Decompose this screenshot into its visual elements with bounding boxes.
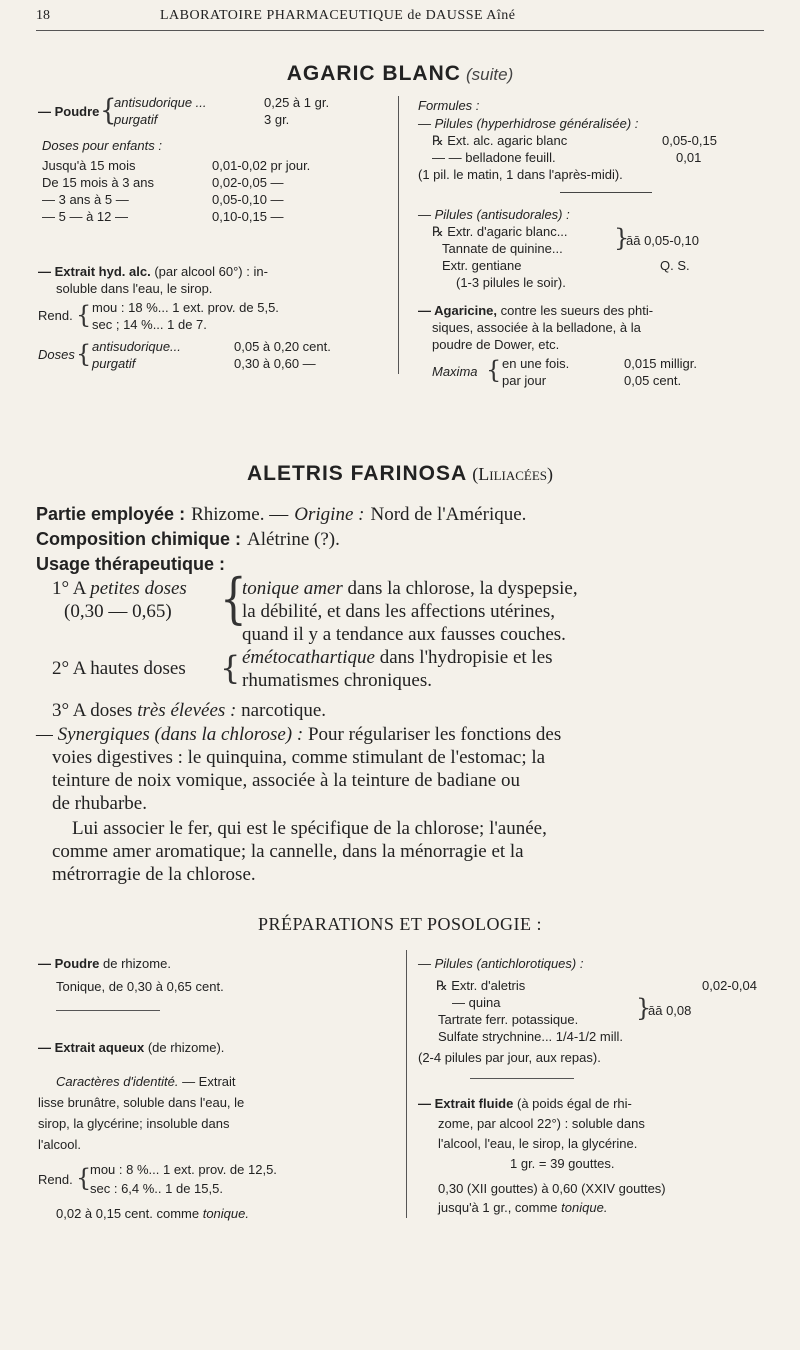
enfants-row [42,192,284,208]
u1-brace: { [220,566,247,631]
u1-l1-it: tonique amer [242,578,343,599]
partie-text: Rhizome. — [191,504,289,525]
prep-car-l4: l'alcool. [38,1137,81,1152]
pilules1-line [432,150,701,166]
poudre-label: — Poudre [38,104,100,119]
agaricine-text2: siques, associée à la belladone, à la [432,320,641,335]
prep-extrait-line [38,1040,224,1056]
u1-l3: quand il y a tendance aux fausses couches. [242,624,566,645]
syn-l7: métrorragie de la chlorose. [52,864,256,885]
agaricine-line [418,303,653,319]
prep-poudre-text: de rhizome. [103,956,171,971]
poudre-antisud-dose: 0,25 à 1 gr. [264,95,330,110]
poudre-antisud-row [114,95,329,111]
prep-rend-brace: { [76,1164,92,1192]
pilules2-line: Tannate de quinine... [442,241,563,256]
maxima-row [502,356,697,372]
partie-label: Partie employée : [36,504,186,524]
prep-pilules-line [436,978,757,994]
aletris-heading [0,462,800,486]
enfants-dose: 0,02-0,05 — [212,175,284,190]
aletris-title: ALETRIS FARINOSA [246,462,468,485]
prep-pilules-line: Sulfate strychnine... 1/4-1/2 mill. [438,1029,623,1044]
rend-brace: { [76,301,92,329]
prep-car-l3: sirop, la glycérine; insoluble dans [38,1116,230,1131]
separator-rule [560,192,652,193]
u3-line [52,699,326,723]
prep-separator-left [56,1010,160,1011]
u1-l1 [242,577,578,601]
prep-rend-label: Rend. [38,1172,73,1187]
extrait-label: — Extrait hyd. alc. [38,264,151,279]
pilules2-brace: } [614,224,630,252]
enfants-age: Jusqu'à 15 mois [42,158,136,173]
poudre-purg-row [114,112,289,128]
prep-pilules-ingredient: ℞ Extr. d'aletris [436,978,526,993]
rend-sec: sec ; 14 %... 1 de 7. [92,317,207,332]
partie-line [36,502,526,527]
poudre-line [38,104,99,120]
pilules1-ingredient: — — belladone feuill. [432,150,556,165]
prep-fluide-l6-it: tonique. [561,1200,608,1215]
syn-l0 [36,723,561,747]
doses-antisud-val: 0,05 à 0,20 cent. [234,339,331,354]
syn-l4: de rhubarbe. [52,793,147,814]
prep-fluide-line [418,1096,632,1112]
prep-pilules-line: — quina [452,995,501,1010]
syn-l1: Pour régulariser les fonctions des [307,724,562,745]
syn-l5: Lui associer le fer, qui est le spécifique de la chlorose; l'aunée, [72,818,547,839]
pilules1-title: — Pilules (hyperhidrose généralisée) : [418,116,639,131]
doses-purg: purgatif [92,356,136,371]
u2-left: 2° A hautes doses [52,658,186,679]
prep-fluide-l5: 0,30 (XII gouttes) à 0,60 (XXIV gouttes) [438,1181,666,1196]
pilules1-note: (1 pil. le matin, 1 dans l'après-midi). [418,167,623,182]
u1-l1-text: dans la chlorose, la dyspepsie, [347,578,578,599]
prep-fluide-l6 [438,1200,607,1216]
prep-fluide-l2: zome, par alcool 22°) : soluble dans [438,1116,645,1131]
prep-dose-a: 0,02 à 0,15 cent. comme [56,1206,200,1221]
pilules2-line: ℞ Extr. d'agaric blanc... [432,224,568,239]
maxima-l2-val: 0,05 cent. [624,373,682,388]
doses-antisud-row [92,339,331,355]
doses-antisud: antisudorique... [92,339,181,354]
formules-label: Formules : [418,98,480,113]
prep-dose-line [56,1206,249,1222]
prep-fluide-l3: l'alcool, l'eau, le sirop, la glycérine. [438,1136,638,1151]
agaric-title: AGARIC BLANC [286,62,461,85]
prep-title: PRÉPARATIONS ET POSOLOGIE : [257,914,543,934]
poudre-brace: { [100,94,117,128]
origine-label: Origine : [294,504,365,525]
poudre-antisud: antisudorique ... [114,95,207,110]
agaricine-text3: poudre de Dower, etc. [432,337,560,352]
enfants-row [42,158,310,174]
prep-dose-it: tonique. [202,1206,249,1221]
u2-l1-it: émétocathartique [242,647,375,668]
extrait-text: (par alcool 60°) : in- [154,264,268,279]
pilules1-line [432,133,717,149]
maxima-brace: { [486,356,502,384]
composition-line [36,527,340,552]
agaric-suite: (suite) [466,65,514,84]
prep-fluide-l6a: jusqu'à 1 gr., comme [438,1200,558,1215]
u3-a: 3° A doses [52,700,133,721]
enfants-age: De 15 mois à 3 ans [42,175,155,190]
prep-extrait-text: (de rhizome). [147,1040,225,1055]
doses-purg-val: 0,30 à 0,60 — [234,356,316,371]
pilules1-ingredient: ℞ Ext. alc. agaric blanc [432,133,568,148]
prep-poudre-l2: Tonique, de 0,30 à 0,65 cent. [56,979,224,994]
extrait-line [38,264,268,280]
prep-pilules-line: Tartrate ferr. potassique. [438,1012,579,1027]
prep-car-l2: lisse brunâtre, soluble dans l'eau, le [38,1095,245,1110]
u3-it: très élevées : [137,700,237,721]
prep-poudre-line [38,956,171,972]
u2-l2: rhumatismes chroniques. [242,670,432,691]
poudre-purg-dose: 3 gr. [264,112,290,127]
pilules2-note: (1-3 pilules le soir). [456,275,566,290]
prep-rend-sec: sec : 6,4 %.. 1 de 15,5. [90,1181,223,1196]
header-rule [36,30,764,31]
u2-l1-text: dans l'hydropisie et les [379,647,553,668]
syn-it: — Synergiques (dans la chlorose) : [36,724,304,745]
maxima-l2: par jour [502,373,547,388]
running-title: LABORATOIRE PHARMACEUTIQUE de DAUSSE Aîné [160,8,516,23]
doses-purg-row [92,356,316,372]
composition-label: Composition chimique : [36,529,241,549]
enfants-age: — 3 ans à 5 — [42,192,129,207]
u1-l2: la débilité, et dans les affections utérines, [242,601,556,622]
prep-pilules-dose: 0,02-0,04 [702,978,757,993]
prep-car-it: Caractères d'identité. [56,1074,179,1089]
enfants-row [42,175,284,191]
prep-car-text: — Extrait [182,1074,236,1089]
doses-brace: { [76,340,92,368]
doses-label: Doses [38,347,75,362]
prep-fluide-label: — Extrait fluide [418,1096,514,1111]
prep-pilules-title: — Pilules (antichlorotiques) : [418,956,584,971]
enfants-row [42,209,284,225]
origine-text: Nord de l'Amérique. [370,504,527,525]
maxima-row [502,373,681,389]
rend-mou: mou : 18 %... 1 ext. prov. de 5,5. [92,300,279,315]
prep-pilules-note: (2-4 pilules par jour, aux repas). [418,1050,601,1065]
u1-left2: (0,30 — 0,65) [64,601,172,622]
u3-b: narcotique. [241,700,327,721]
u2-l1 [242,646,553,670]
extrait-text2: soluble dans l'eau, le sirop. [56,281,213,296]
prep-fluide-l4: 1 gr. = 39 gouttes. [510,1156,615,1171]
maxima-label: Maxima [432,364,478,379]
prep-poudre-label: — Poudre [38,956,100,971]
doses-enfants: Doses pour enfants : [42,138,162,153]
u1-left1: 1° A petites doses [52,578,187,599]
pilules1-dose: 0,01 [676,150,702,165]
maxima-l1-val: 0,015 milligr. [624,356,697,371]
syn-l3: teinture de noix vomique, associée à la teinture de badiane ou [52,770,520,791]
enfants-dose: 0,05-0,10 — [212,192,284,207]
prep-column-divider [406,950,407,1218]
column-divider [398,96,399,374]
u2-brace: { [220,649,241,687]
enfants-dose: 0,01-0,02 pr jour. [212,158,311,173]
usage-label: Usage thérapeutique : [36,554,226,574]
prep-car-line [56,1074,236,1090]
agaricine-label: — Agaricine, [418,303,497,318]
enfants-dose: 0,10-0,15 — [212,209,284,224]
pilules1-dose: 0,05-0,15 [662,133,717,148]
agaric-heading [0,62,800,86]
pilules2-title: — Pilules (antisudorales) : [418,207,570,222]
syn-l2: voies digestives : le quinquina, comme stimulant de l'estomac; la [52,747,546,768]
prep-separator-right [470,1078,574,1079]
agaricine-text: contre les sueurs des phti- [500,303,654,318]
pilules2-ingredient: Extr. gentiane [442,258,522,273]
poudre-purg: purgatif [114,112,158,127]
pilules2-line [442,258,690,274]
prep-extrait-label: — Extrait aqueux [38,1040,145,1055]
maxima-l1: en une fois. [502,356,570,371]
pilules2-dose: Q. S. [660,258,690,273]
prep-rend-mou: mou : 8 %... 1 ext. prov. de 12,5. [90,1162,277,1177]
rend-label: Rend. [38,308,73,323]
syn-l6: comme amer aromatique; la cannelle, dans la ménorragie et la [52,841,524,862]
pilules2-aa: āā 0,05-0,10 [626,233,700,248]
composition-text: Alétrine (?). [247,529,340,550]
enfants-age: — 5 — à 12 — [42,209,128,224]
aletris-family: (Liliacées) [472,464,554,484]
prep-fluide-text: (à poids égal de rhi- [516,1096,632,1111]
prep-pilules-aa: āā 0,08 [648,1003,692,1018]
page-number: 18 [36,8,50,23]
prep-pilules-brace: } [636,994,652,1022]
